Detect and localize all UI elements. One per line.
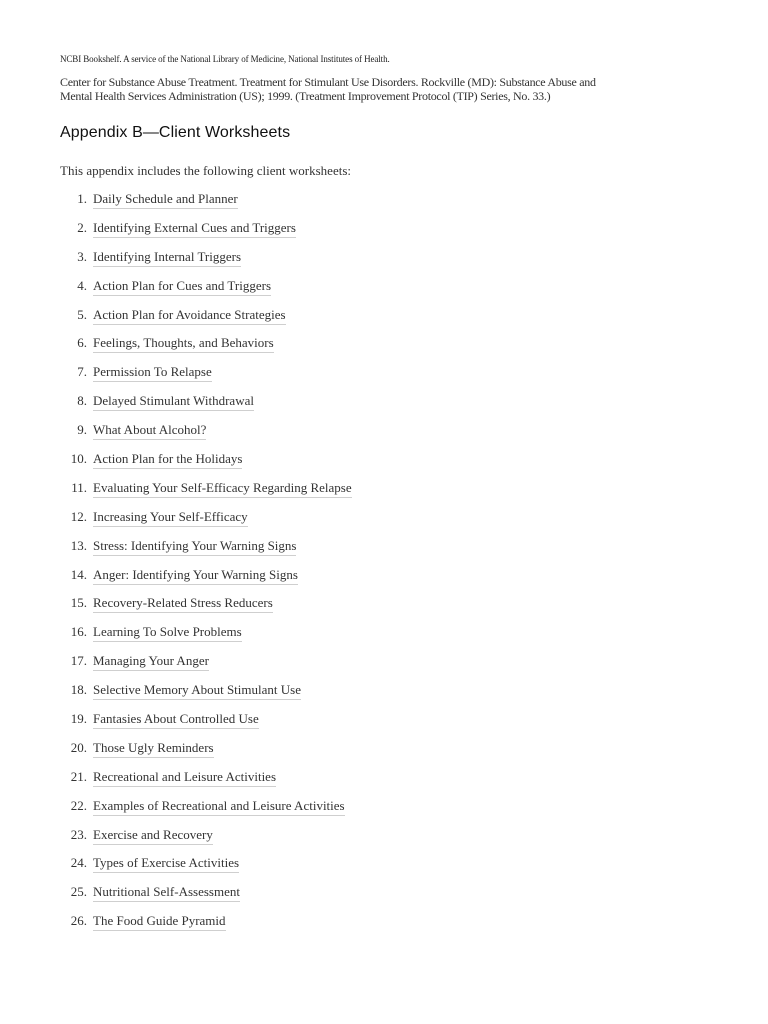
list-item-number: 25. [70,884,87,900]
list-item-number: 4. [77,277,87,293]
worksheet-link[interactable]: Permission To Relapse [93,363,212,382]
list-item-number: 5. [77,306,87,322]
page-title: Appendix B—Client Worksheets [60,124,291,141]
list-item-number: 15. [70,595,87,611]
worksheet-link[interactable]: Feelings, Thoughts, and Behaviors [93,334,274,353]
worksheet-link[interactable]: Recovery-Related Stress Reducers [93,594,273,613]
list-item-number: 14. [70,566,87,582]
list-item [60,797,600,826]
worksheet-link[interactable]: Those Ugly Reminders [93,739,214,758]
list-item-number: 8. [77,393,87,409]
citation: Center for Substance Abuse Treatment. Treatment for Stimulant Use Disorders. Rockville (MD): Substance Abuse and Mental Health Services Administration (US); 1999. (Treatment Improvement Protocol (TIP) Series, No. 33.) [60,75,596,103]
list-item-number: 1. [77,191,87,206]
list-item-number: 7. [77,364,87,380]
intro-text: This appendix includes the following client worksheets: [60,163,351,178]
list-item [60,623,600,652]
document-page [60,53,600,941]
list-item-number: 10. [70,451,87,467]
list-item [60,652,600,681]
worksheet-link[interactable]: Nutritional Self-Assessment [93,883,240,902]
worksheet-link[interactable]: Anger: Identifying Your Warning Signs [93,566,298,585]
worksheet-link[interactable]: The Food Guide Pyramid [93,912,226,931]
worksheet-link[interactable]: Delayed Stimulant Withdrawal [93,392,254,411]
list-item-number: 11. [71,479,87,495]
list-item [60,710,600,739]
worksheet-link[interactable]: Types of Exercise Activities [93,854,239,873]
worksheet-link[interactable]: Learning To Solve Problems [93,623,242,642]
worksheet-link[interactable]: Identifying External Cues and Triggers [93,219,296,238]
worksheet-link[interactable]: Managing Your Anger [93,652,209,671]
list-item [60,594,600,623]
worksheet-link[interactable]: Evaluating Your Self-Efficacy Regarding Relapse [93,479,352,498]
list-item [60,854,600,883]
worksheet-link[interactable]: Selective Memory About Stimulant Use [93,681,301,700]
worksheet-link[interactable]: Action Plan for Avoidance Strategies [93,306,286,325]
list-item [60,219,600,248]
list-item [60,248,600,277]
list-item-number: 2. [77,219,87,235]
list-item [60,421,600,450]
ncbi-banner: NCBI Bookshelf. A service of the National Library of Medicine, National Institutes of Health. [60,54,390,64]
list-item [60,768,600,797]
list-item [60,566,600,595]
list-item-number: 3. [77,248,87,264]
list-item-number: 19. [70,711,87,727]
list-item [60,277,600,306]
list-item [60,508,600,537]
list-item-number: 6. [77,335,87,351]
list-item-number: 17. [70,653,87,669]
list-item [60,537,600,566]
list-item [60,739,600,768]
worksheet-link[interactable]: Daily Schedule and Planner [93,190,238,209]
list-item-number: 16. [70,624,87,640]
list-item [60,334,600,363]
list-item-number: 13. [70,537,87,553]
list-item [60,392,600,421]
list-item [60,681,600,710]
list-item-number: 23. [70,826,87,842]
worksheet-link[interactable]: Increasing Your Self-Efficacy [93,508,248,527]
list-item [60,912,600,941]
list-item [60,306,600,335]
list-item-number: 18. [70,682,87,698]
list-item-number: 21. [70,768,87,784]
worksheet-link[interactable]: Recreational and Leisure Activities [93,768,276,787]
list-item-number: 20. [70,739,87,755]
worksheet-link[interactable]: What About Alcohol? [93,421,206,440]
list-item-number: 24. [70,855,87,871]
list-item [60,363,600,392]
list-item [60,826,600,855]
worksheet-link[interactable]: Action Plan for the Holidays [93,450,242,469]
worksheet-link[interactable]: Exercise and Recovery [93,826,213,845]
worksheet-link[interactable]: Action Plan for Cues and Triggers [93,277,271,296]
list-item [60,479,600,508]
worksheet-link[interactable]: Fantasies About Controlled Use [93,710,259,729]
worksheet-link[interactable]: Examples of Recreational and Leisure Activities [93,797,345,816]
list-item-number: 26. [70,913,87,929]
list-item [60,450,600,479]
worksheet-list [60,190,600,941]
worksheet-link[interactable]: Stress: Identifying Your Warning Signs [93,537,296,556]
list-item-number: 22. [70,797,87,813]
list-item [60,190,600,219]
worksheet-link[interactable]: Identifying Internal Triggers [93,248,241,267]
list-item [60,883,600,912]
list-item-number: 9. [77,422,87,438]
list-item-number: 12. [70,508,87,524]
